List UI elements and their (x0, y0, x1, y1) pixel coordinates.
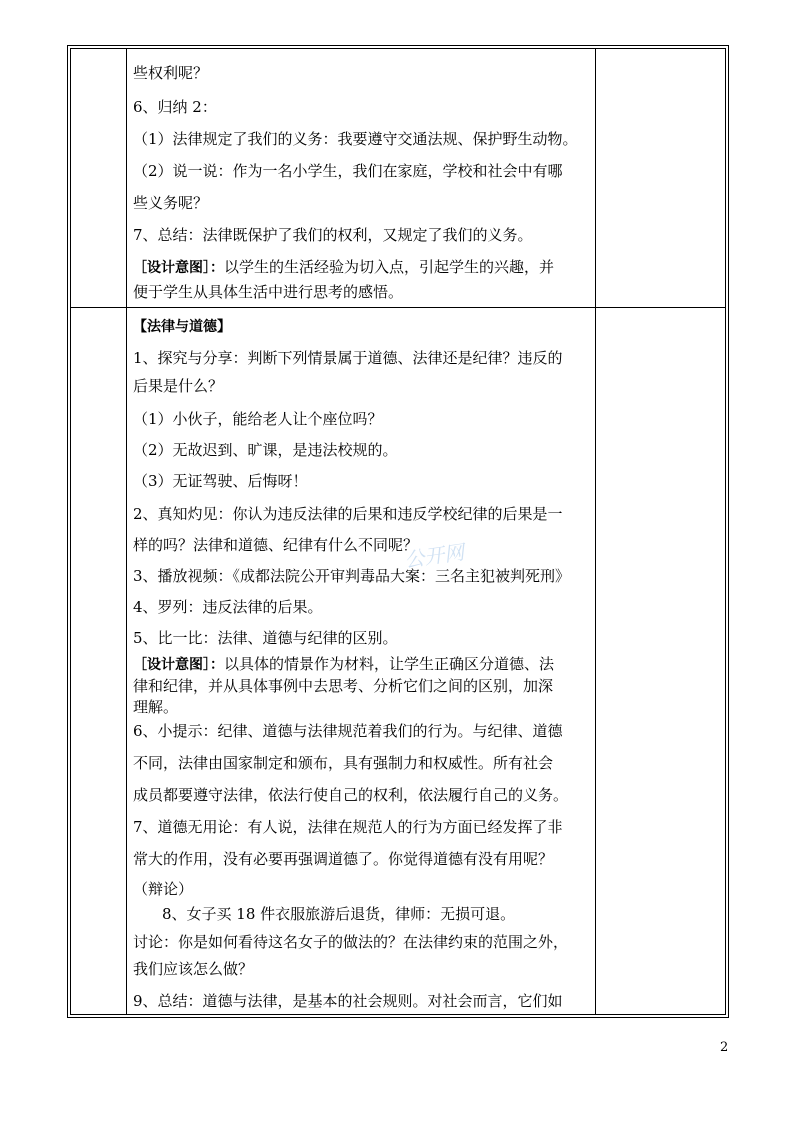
design-intent-text: 以具体的情景作为材料，让学生正确区分道德、法 (224, 655, 555, 673)
watermark: 公开网 (402, 539, 466, 573)
text-line: （3）无证驾驶、后悔呀！ (133, 472, 308, 490)
text-line: 4、罗列：违反法律的后果。 (133, 598, 323, 616)
column-divider-left (126, 49, 127, 1014)
text-line: 些义务呢？ (133, 194, 209, 212)
text-line: （2）无故迟到、旷课，是违法校规的。 (133, 441, 398, 459)
design-intent-label: ［设计意图］： (133, 260, 224, 276)
text-line: （1）法律规定了我们的义务：我要遵守交通法规、保护野生动物。 (133, 130, 578, 148)
page-number: 2 (720, 1040, 729, 1055)
text-line: 1、探究与分享：判断下列情景属于道德、法律还是纪律？违反的 (133, 349, 563, 367)
section-heading: 【法律与道德】 (133, 319, 231, 335)
design-intent (133, 655, 554, 674)
text-line: 3、播放视频：《成都法院公开审判毒品大案：三名主犯被判死刑》 (133, 567, 571, 585)
text-line: 成员都要遵守法律，依法行使自己的权利，依法履行自己的义务。 (133, 786, 569, 804)
text-line: 些权利呢？ (133, 64, 209, 82)
text-line: 8、女子买 18 件衣服旅游后退货，律师：无损可退。 (162, 905, 516, 923)
text-line: 律和纪律，并从具体事例中去思考、分析它们之间的区别，加深 (133, 677, 554, 695)
text-line: 理解。 (133, 698, 179, 716)
text-line: 6、小提示：纪律、道德与法律规范着我们的行为。与纪律、道德 (133, 722, 563, 740)
text-line: 9、总结：道德与法律，是基本的社会规则。对社会而言，它们如 (133, 992, 563, 1010)
design-intent (133, 258, 554, 277)
text-line: 样的吗？法律和道德、纪律有什么不同呢？ (133, 536, 419, 554)
text-line: （1）小伙子，能给老人让个座位吗？ (133, 410, 383, 428)
text-line: 7、总结：法律既保护了我们的权利，又规定了我们的义务。 (133, 226, 533, 244)
design-intent-text: 以学生的生活经验为切入点，引起学生的兴趣，并 (224, 258, 555, 276)
text-line: 常大的作用，没有必要再强调道德了。你觉得道德有没有用呢？ (133, 850, 554, 868)
text-line: 7、道德无用论：有人说，法律在规范人的行为方面已经发挥了非 (133, 818, 563, 836)
text-line: 便于学生从具体生活中进行思考的感悟。 (133, 283, 404, 301)
table-frame (67, 45, 729, 1018)
text-line: 讨论：你是如何看待这名女子的做法的？在法律约束的范围之外， (133, 933, 569, 951)
text-line: 5、比一比：法律、道德与纪律的区别。 (133, 629, 398, 647)
row-divider (71, 307, 725, 308)
text-line: （辩论） (133, 880, 194, 898)
text-line: 不同，法律由国家制定和颁布，具有强制力和权威性。所有社会 (133, 754, 554, 772)
design-intent-label: ［设计意图］： (133, 657, 224, 673)
text-line: 2、真知灼见：你认为违反法律的后果和违反学校纪律的后果是一 (133, 505, 563, 523)
text-line: 我们应该怎么做？ (133, 960, 254, 978)
column-divider-right (595, 49, 596, 1014)
text-line: 6、归纳 2： (133, 98, 217, 116)
text-line: 后果是什么？ (133, 377, 224, 395)
text-line: （2）说一说：作为一名小学生，我们在家庭，学校和社会中有哪 (133, 162, 563, 180)
